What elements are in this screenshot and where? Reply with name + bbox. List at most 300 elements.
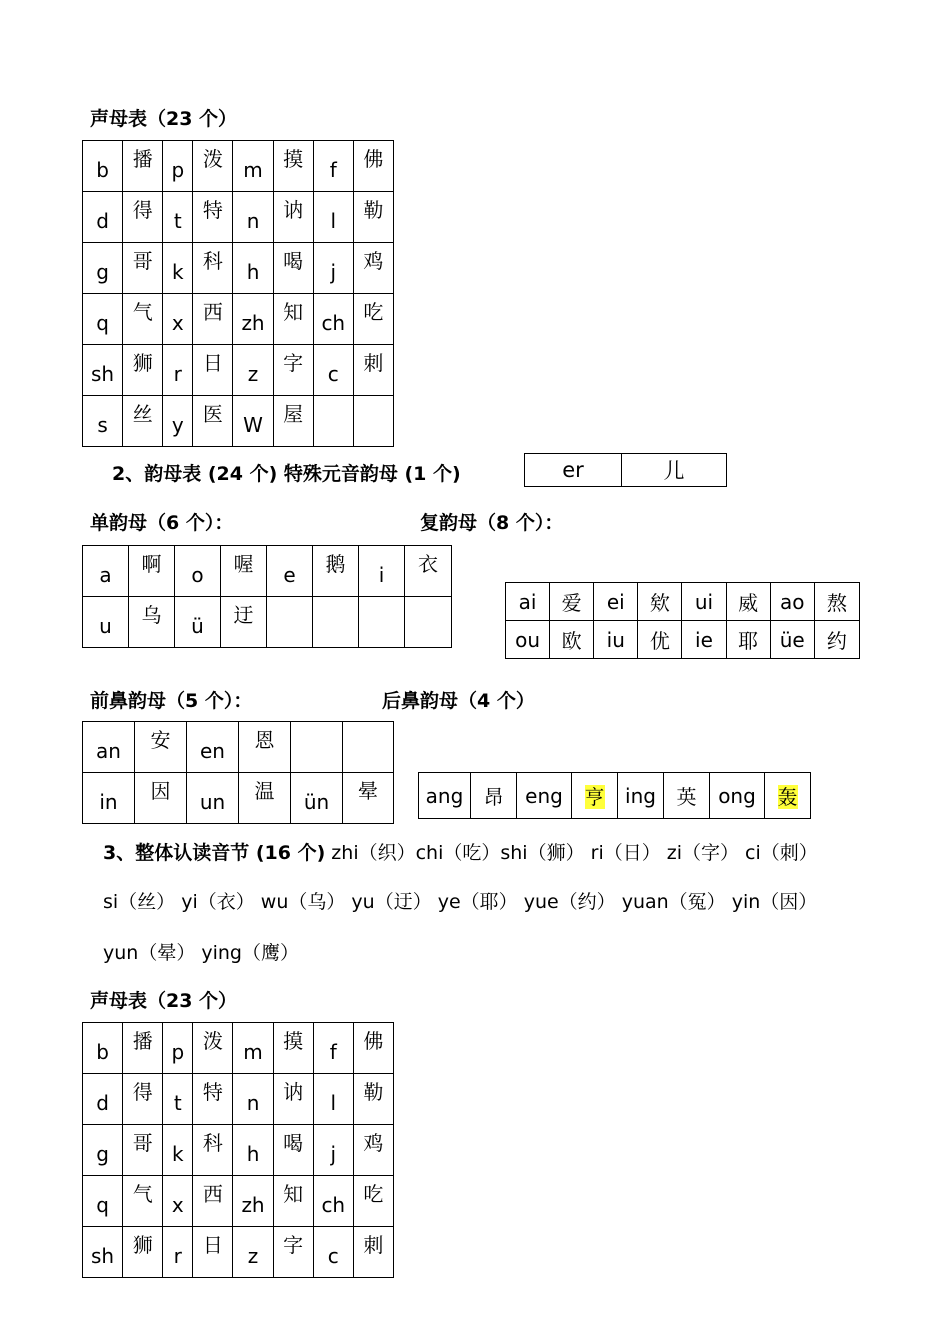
pinyin-cell — [682, 621, 726, 659]
hanzi-cell — [221, 546, 267, 597]
hanzi-text: 熬 — [826, 591, 847, 615]
hanzi-cell — [123, 1023, 163, 1074]
hanzi-text: 日 — [202, 1233, 223, 1257]
pinyin-text: x — [171, 311, 184, 335]
shengmu-table-repeat-body — [83, 1023, 394, 1278]
hanzi-text: 迂 — [233, 603, 254, 627]
hanzi-text: 西 — [202, 1182, 223, 1206]
hanzi-text: 哥 — [132, 1131, 153, 1155]
pinyin-text: k — [172, 260, 184, 284]
pinyin-text: n — [246, 1091, 260, 1115]
table-row — [83, 345, 394, 396]
pinyin-text: sh — [91, 1244, 115, 1268]
pinyin-text: eng — [525, 783, 563, 808]
pinyin-text: d — [96, 1091, 109, 1115]
hanzi-cell — [193, 243, 233, 294]
pinyin-cell — [163, 396, 193, 447]
table-row — [506, 583, 860, 621]
pinyin-text: b — [96, 158, 109, 182]
hanzi-text: 乌 — [141, 603, 162, 627]
pinyin-text: ch — [321, 311, 346, 335]
hanzi-cell — [273, 1125, 313, 1176]
pinyin-cell — [233, 192, 273, 243]
pinyin-text: g — [96, 260, 109, 284]
hanzi-text: 知 — [283, 1182, 304, 1206]
shengmu-title: 声母表（23 个） — [90, 108, 238, 130]
single-finals-title: 单韵母（6 个）： — [90, 512, 234, 534]
pinyin-cell — [594, 621, 638, 659]
table-row — [83, 141, 394, 192]
hanzi-text: 丝 — [132, 402, 153, 426]
table-row — [83, 722, 394, 773]
pinyin-cell — [233, 1176, 273, 1227]
hanzi-cell — [273, 243, 313, 294]
hanzi-text: 气 — [132, 1182, 153, 1206]
hanzi-cell — [193, 1227, 233, 1278]
hanzi-cell — [123, 1227, 163, 1278]
pinyin-cell — [313, 1176, 353, 1227]
pinyin-cell — [83, 396, 123, 447]
hanzi-text: 欸 — [649, 591, 670, 615]
pinyin-cell — [233, 141, 273, 192]
pinyin-cell — [710, 773, 765, 819]
pinyin-text: sh — [91, 362, 115, 386]
compound-finals-body — [506, 583, 860, 659]
pinyin-cell — [233, 345, 273, 396]
hanzi-text: 鹅 — [325, 552, 346, 576]
hanzi-cell — [193, 141, 233, 192]
pinyin-text: an — [96, 739, 121, 763]
pinyin-cell — [83, 722, 135, 773]
hanzi-cell — [353, 1176, 393, 1227]
whole-syllables-line-2: si（丝） yi（衣） wu（乌） yu（迂） ye（耶） yue（约） yuan（冤） yin（因） — [103, 891, 818, 913]
pinyin-cell — [313, 294, 353, 345]
pinyin-cell — [83, 1176, 123, 1227]
hanzi-cell — [221, 597, 267, 648]
pinyin-text: ch — [321, 1193, 346, 1217]
hanzi-cell — [353, 192, 393, 243]
hanzi-text: 温 — [254, 779, 275, 803]
pinyin-text: d — [96, 209, 109, 233]
pinyin-cell — [83, 294, 123, 345]
hanzi-text: 刺 — [363, 351, 384, 375]
hanzi-text: 播 — [132, 1029, 153, 1053]
hanzi-cell — [135, 773, 187, 824]
hanzi-text: 喝 — [283, 1131, 304, 1155]
shengmu-title-repeat: 声母表（23 个） — [90, 990, 238, 1012]
hanzi-text: 医 — [202, 402, 223, 426]
pinyin-text: e — [283, 563, 296, 587]
pinyin-cell — [233, 294, 273, 345]
whole-syllables-line-1 — [103, 838, 818, 865]
hanzi-cell — [313, 546, 359, 597]
pinyin-text: c — [327, 362, 339, 386]
pinyin-text: f — [329, 158, 337, 182]
special-vowel-pinyin: er — [525, 454, 622, 487]
pinyin-cell — [419, 773, 471, 819]
hanzi-cell — [123, 1074, 163, 1125]
shengmu-table — [82, 140, 394, 447]
pinyin-cell — [233, 1023, 273, 1074]
hanzi-text: 佛 — [363, 1029, 384, 1053]
pinyin-text: c — [327, 1244, 339, 1268]
hanzi-cell — [353, 1125, 393, 1176]
hanzi-cell — [273, 396, 313, 447]
pinyin-text: y — [171, 413, 184, 437]
hanzi-text: 轰 — [777, 785, 798, 809]
pinyin-text: ü — [191, 614, 204, 638]
hanzi-text: 爱 — [561, 591, 582, 615]
hanzi-text: 欧 — [561, 629, 582, 653]
pinyin-cell — [359, 546, 405, 597]
table-row — [83, 1125, 394, 1176]
pinyin-cell — [506, 583, 550, 621]
hanzi-cell — [123, 192, 163, 243]
pinyin-text: h — [246, 1142, 260, 1166]
pinyin-text: ün — [303, 790, 330, 814]
pinyin-text: ao — [779, 589, 805, 614]
pinyin-text: ou — [515, 627, 541, 652]
pinyin-text: t — [173, 1091, 182, 1115]
hanzi-cell — [343, 773, 394, 824]
hanzi-cell — [239, 722, 291, 773]
hanzi-text: 喔 — [233, 552, 254, 576]
pinyin-text: n — [246, 209, 260, 233]
pinyin-cell — [163, 345, 193, 396]
pinyin-cell — [187, 773, 239, 824]
hanzi-cell — [273, 1227, 313, 1278]
pinyin-cell — [291, 722, 343, 773]
pinyin-cell — [163, 1023, 193, 1074]
pinyin-cell — [233, 1074, 273, 1125]
pinyin-cell — [267, 597, 313, 648]
hanzi-text: 衣 — [418, 552, 438, 576]
table-row — [83, 1074, 394, 1125]
pinyin-cell — [313, 345, 353, 396]
hanzi-cell — [273, 141, 313, 192]
hanzi-cell — [193, 1125, 233, 1176]
whole-syllables-title: 3、整体认读音节 (16 个) — [103, 842, 326, 864]
hanzi-cell — [638, 583, 682, 621]
pinyin-cell — [83, 773, 135, 824]
hanzi-cell — [193, 345, 233, 396]
table-row — [83, 1023, 394, 1074]
front-nasal-table — [82, 721, 394, 824]
hanzi-text: 字 — [283, 351, 304, 375]
pinyin-cell — [233, 1125, 273, 1176]
hanzi-cell — [239, 773, 291, 824]
pinyin-cell — [594, 583, 638, 621]
pinyin-cell — [517, 773, 572, 819]
table-row — [83, 243, 394, 294]
hanzi-cell — [765, 773, 811, 819]
pinyin-cell — [163, 1125, 193, 1176]
pinyin-text: m — [243, 1040, 263, 1064]
pinyin-cell — [163, 192, 193, 243]
hanzi-text: 优 — [649, 629, 670, 653]
hanzi-text: 因 — [150, 779, 171, 803]
compound-finals-table — [505, 582, 860, 659]
pinyin-cell — [83, 192, 123, 243]
hanzi-text: 啊 — [141, 552, 162, 576]
front-nasal-title: 前鼻韵母（5 个）： — [90, 690, 253, 712]
pinyin-cell — [233, 243, 273, 294]
hanzi-cell — [638, 621, 682, 659]
pinyin-text: W — [243, 413, 263, 437]
pinyin-text: j — [330, 260, 337, 284]
table-row — [83, 1176, 394, 1227]
pinyin-cell — [83, 1125, 123, 1176]
pinyin-cell — [506, 621, 550, 659]
pinyin-text: r — [173, 1244, 182, 1268]
hanzi-text: 摸 — [283, 147, 304, 171]
hanzi-text: 狮 — [132, 351, 153, 375]
pinyin-text: üe — [779, 627, 805, 652]
pinyin-cell — [682, 583, 726, 621]
table-row — [83, 546, 452, 597]
hanzi-cell — [193, 396, 233, 447]
hanzi-text: 耶 — [738, 629, 759, 653]
hanzi-cell — [123, 396, 163, 447]
hanzi-cell — [313, 597, 359, 648]
pinyin-cell — [83, 243, 123, 294]
hanzi-text: 昂 — [483, 785, 504, 809]
pinyin-text: en — [200, 739, 225, 763]
hanzi-text: 鸡 — [363, 1131, 384, 1155]
pinyin-cell — [163, 1074, 193, 1125]
hanzi-text: 佛 — [363, 147, 384, 171]
pinyin-text: ui — [694, 589, 714, 614]
pinyin-text: zh — [241, 1193, 265, 1217]
pinyin-text: ing — [625, 783, 656, 808]
pinyin-text: f — [329, 1040, 337, 1064]
hanzi-cell — [353, 294, 393, 345]
hanzi-text: 威 — [738, 591, 759, 615]
hanzi-text: 刺 — [363, 1233, 384, 1257]
table-row — [83, 192, 394, 243]
whole-syllables-line-1-text: zhi（织）chi（吃）shi（狮） ri（日） zi（字） ci（刺） — [325, 842, 818, 864]
pinyin-cell — [83, 1074, 123, 1125]
hanzi-cell — [193, 294, 233, 345]
hanzi-text: 吃 — [363, 300, 384, 324]
pinyin-text: b — [96, 1040, 109, 1064]
pinyin-cell — [175, 546, 221, 597]
pinyin-text: u — [99, 614, 112, 638]
hanzi-text: 狮 — [132, 1233, 153, 1257]
hanzi-text: 知 — [283, 300, 304, 324]
hanzi-cell — [572, 773, 618, 819]
pinyin-text: q — [96, 1193, 109, 1217]
hanzi-cell — [273, 192, 313, 243]
pinyin-cell — [618, 773, 664, 819]
hanzi-cell — [353, 243, 393, 294]
hanzi-cell — [353, 396, 393, 447]
pinyin-cell — [267, 546, 313, 597]
hanzi-cell — [123, 1125, 163, 1176]
pinyin-cell — [291, 773, 343, 824]
hanzi-text: 特 — [202, 1080, 223, 1104]
special-vowel-table — [524, 453, 727, 487]
table-row — [506, 621, 860, 659]
hanzi-text: 勒 — [363, 198, 384, 222]
back-nasal-title: 后鼻韵母（4 个） — [382, 690, 535, 712]
hanzi-cell — [814, 583, 859, 621]
hanzi-cell — [471, 773, 517, 819]
hanzi-text: 勒 — [363, 1080, 384, 1104]
pinyin-text: l — [330, 1091, 337, 1115]
pinyin-cell — [83, 597, 129, 648]
pinyin-cell — [175, 597, 221, 648]
table-row — [83, 396, 394, 447]
hanzi-text: 晕 — [358, 779, 378, 803]
hanzi-text: 特 — [202, 198, 223, 222]
pinyin-cell — [313, 141, 353, 192]
hanzi-cell — [405, 597, 452, 648]
pinyin-text: k — [172, 1142, 184, 1166]
yunmu-title: 2、韵母表 (24 个) 特殊元音韵母 (1 个) — [112, 463, 461, 485]
special-vowel-hanzi: 儿 — [622, 454, 727, 487]
pinyin-text: un — [199, 790, 226, 814]
hanzi-cell — [123, 1176, 163, 1227]
pinyin-text: i — [378, 563, 385, 587]
hanzi-text: 讷 — [283, 1080, 304, 1104]
hanzi-cell — [193, 1074, 233, 1125]
pinyin-cell — [83, 141, 123, 192]
hanzi-text: 约 — [826, 629, 847, 653]
pinyin-text: z — [247, 362, 259, 386]
pinyin-cell — [233, 1227, 273, 1278]
front-nasal-body — [83, 722, 394, 824]
hanzi-cell — [726, 621, 770, 659]
table-row — [83, 773, 394, 824]
hanzi-cell — [664, 773, 710, 819]
hanzi-text: 科 — [202, 1131, 223, 1155]
hanzi-cell — [550, 621, 594, 659]
pinyin-cell — [770, 583, 814, 621]
hanzi-cell — [550, 583, 594, 621]
whole-syllables-line-3: yun（晕） ying（鹰） — [103, 942, 299, 964]
pinyin-text: s — [97, 413, 108, 437]
pinyin-cell — [770, 621, 814, 659]
hanzi-cell — [353, 1074, 393, 1125]
pinyin-text: h — [246, 260, 260, 284]
table-row — [83, 597, 452, 648]
pinyin-cell — [313, 1227, 353, 1278]
pinyin-text: ie — [695, 627, 713, 652]
hanzi-cell — [405, 546, 452, 597]
hanzi-text: 科 — [202, 249, 223, 273]
hanzi-text: 英 — [676, 785, 697, 809]
hanzi-cell — [135, 722, 187, 773]
hanzi-text: 气 — [132, 300, 153, 324]
pinyin-cell — [313, 1074, 353, 1125]
pinyin-cell — [163, 141, 193, 192]
hanzi-text: 摸 — [283, 1029, 304, 1053]
hanzi-cell — [273, 1176, 313, 1227]
hanzi-text: 得 — [132, 1080, 153, 1104]
single-finals-body — [83, 546, 452, 648]
hanzi-text: 泼 — [202, 1029, 223, 1053]
pinyin-text: z — [247, 1244, 259, 1268]
pinyin-text: p — [171, 1040, 185, 1064]
pinyin-text: l — [330, 209, 337, 233]
hanzi-cell — [353, 1227, 393, 1278]
hanzi-cell — [353, 345, 393, 396]
pinyin-text: ei — [606, 589, 625, 614]
pinyin-text: m — [243, 158, 263, 182]
hanzi-text: 屋 — [283, 402, 304, 426]
pinyin-text: j — [330, 1142, 337, 1166]
hanzi-text: 西 — [202, 300, 223, 324]
back-nasal-table — [418, 772, 811, 819]
hanzi-cell — [123, 141, 163, 192]
hanzi-text: 吃 — [363, 1182, 384, 1206]
hanzi-cell — [129, 597, 175, 648]
hanzi-cell — [273, 345, 313, 396]
hanzi-cell — [726, 583, 770, 621]
hanzi-text: 恩 — [254, 728, 275, 752]
shengmu-table-repeat — [82, 1022, 394, 1278]
pinyin-cell — [359, 597, 405, 648]
pinyin-cell — [83, 345, 123, 396]
pinyin-cell — [83, 1023, 123, 1074]
hanzi-text: 泼 — [202, 147, 223, 171]
pinyin-text: ang — [425, 783, 464, 808]
pinyin-text: ong — [718, 783, 756, 808]
hanzi-cell — [123, 243, 163, 294]
pinyin-cell — [187, 722, 239, 773]
table-row — [419, 773, 811, 819]
hanzi-cell — [353, 1023, 393, 1074]
pinyin-cell — [313, 396, 353, 447]
pinyin-cell — [163, 294, 193, 345]
hanzi-text: 字 — [283, 1233, 304, 1257]
pinyin-text: g — [96, 1142, 109, 1166]
pinyin-text: iu — [606, 627, 625, 652]
pinyin-text: a — [99, 563, 112, 587]
hanzi-cell — [343, 722, 394, 773]
pinyin-text: in — [99, 790, 118, 814]
hanzi-cell — [273, 1074, 313, 1125]
hanzi-cell — [273, 1023, 313, 1074]
hanzi-cell — [129, 546, 175, 597]
pinyin-cell — [163, 1227, 193, 1278]
pinyin-text: p — [171, 158, 185, 182]
pinyin-text: q — [96, 311, 109, 335]
pinyin-cell — [163, 1176, 193, 1227]
compound-finals-title: 复韵母（8 个）： — [420, 512, 564, 534]
single-finals-table — [82, 545, 452, 648]
pinyin-cell — [313, 243, 353, 294]
pinyin-cell — [233, 396, 273, 447]
table-row — [83, 294, 394, 345]
hanzi-cell — [193, 1023, 233, 1074]
hanzi-cell — [123, 345, 163, 396]
table-row — [83, 1227, 394, 1278]
pinyin-cell — [313, 1125, 353, 1176]
hanzi-cell — [273, 294, 313, 345]
hanzi-cell — [814, 621, 859, 659]
shengmu-table-body — [83, 141, 394, 447]
hanzi-text: 得 — [132, 198, 153, 222]
pinyin-cell — [313, 192, 353, 243]
pinyin-cell — [83, 546, 129, 597]
hanzi-text: 播 — [132, 147, 153, 171]
pinyin-text: o — [191, 563, 204, 587]
pinyin-text: zh — [241, 311, 265, 335]
pinyin-text: t — [173, 209, 182, 233]
hanzi-text: 安 — [150, 728, 171, 752]
